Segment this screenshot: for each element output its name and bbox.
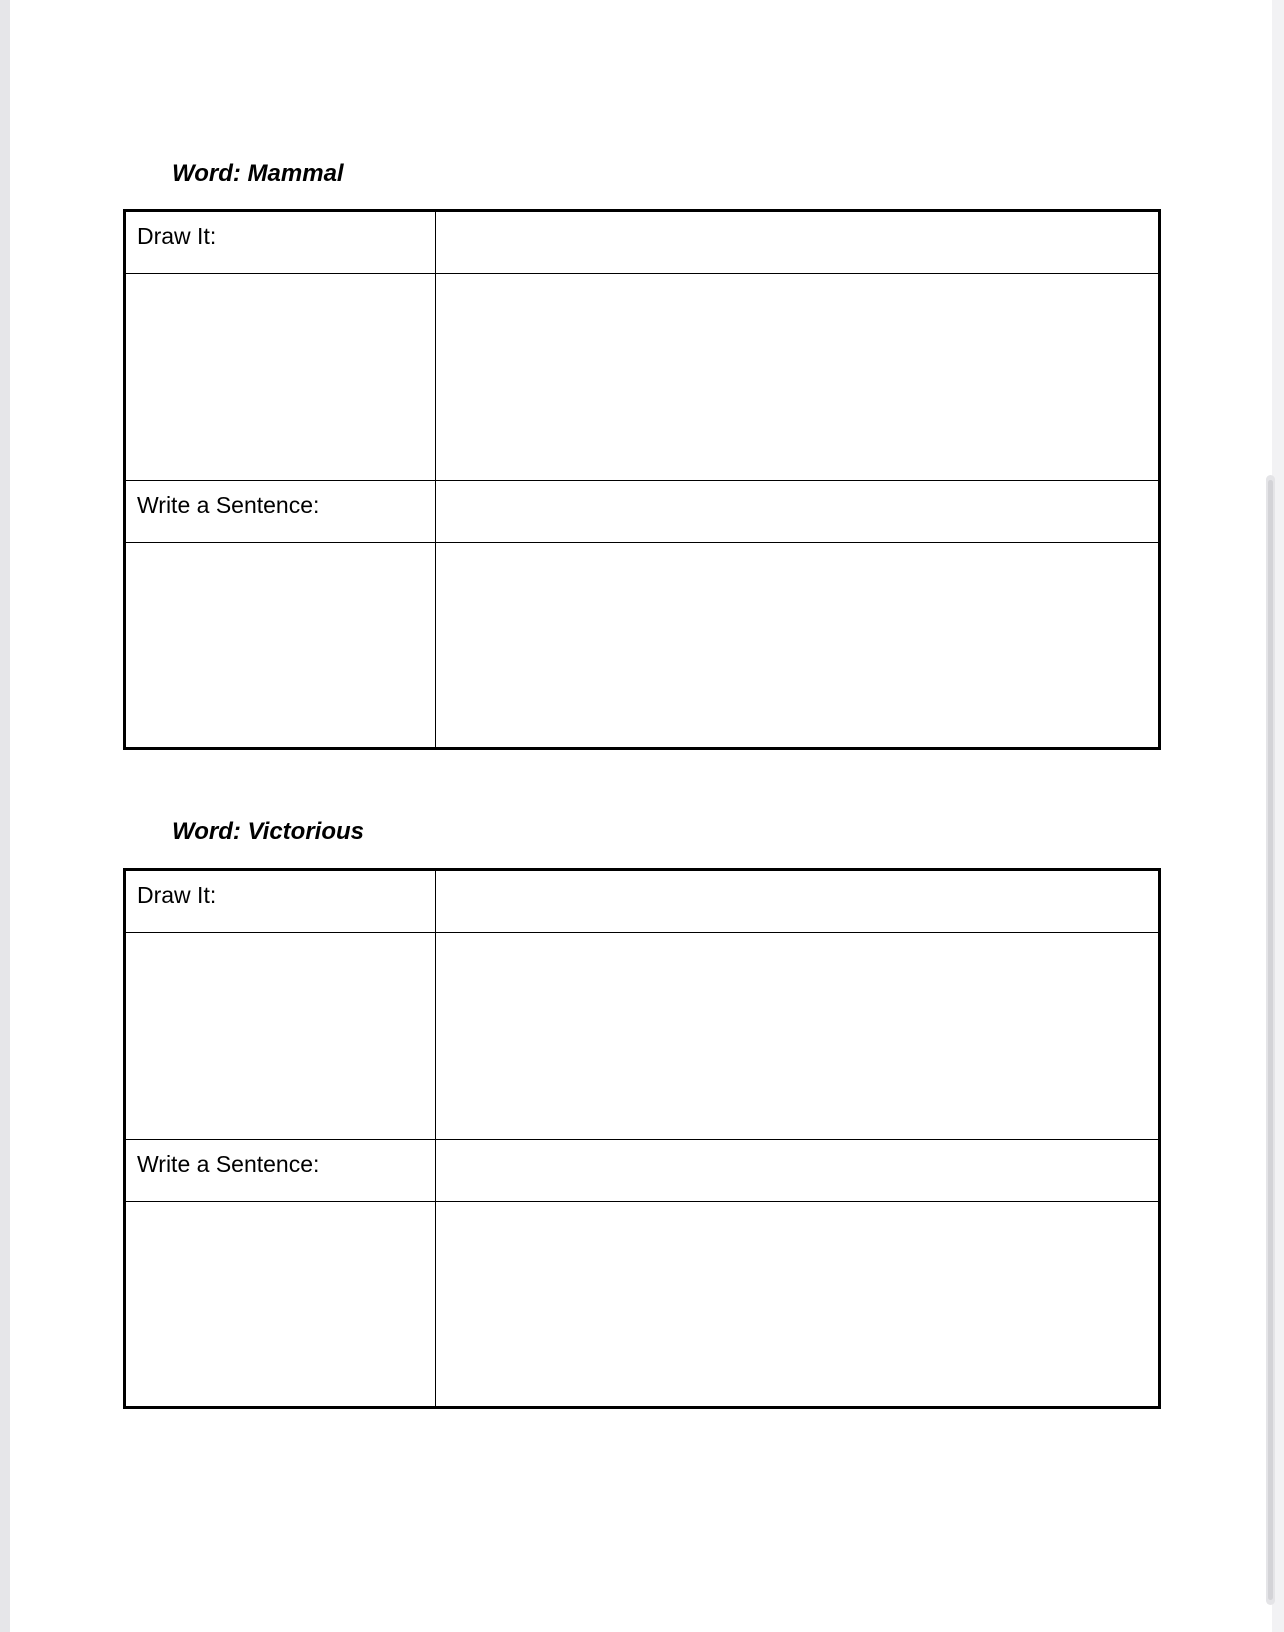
scrollbar-thumb[interactable] [1268,480,1273,1600]
draw-it-header-blank[interactable] [436,871,1158,933]
draw-it-area[interactable] [436,933,1158,1140]
write-sentence-header-blank[interactable] [436,1140,1158,1202]
write-sentence-label-cell: Write a Sentence: [126,1140,436,1202]
draw-it-left-area[interactable] [126,933,436,1140]
word-heading-prefix: Word: [172,818,241,845]
write-sentence-left-area[interactable] [126,1202,436,1406]
word-heading-mammal [172,160,344,188]
write-sentence-area[interactable] [436,1202,1158,1406]
word-heading-victorious [172,818,364,846]
write-sentence-left-area[interactable] [126,543,436,747]
write-sentence-label-cell: Write a Sentence: [126,481,436,543]
write-sentence-area[interactable] [436,543,1158,747]
word-table-mammal [123,209,1161,750]
draw-it-label-cell: Draw It: [126,212,436,274]
word-heading-value: Mammal [247,160,344,187]
word-heading-prefix: Word: [172,160,241,187]
word-table-victorious [123,868,1161,1409]
draw-it-left-area[interactable] [126,274,436,481]
write-sentence-header-blank[interactable] [436,481,1158,543]
word-heading-value: Victorious [247,818,365,845]
draw-it-area[interactable] [436,274,1158,481]
draw-it-label-cell: Draw It: [126,871,436,933]
draw-it-header-blank[interactable] [436,212,1158,274]
